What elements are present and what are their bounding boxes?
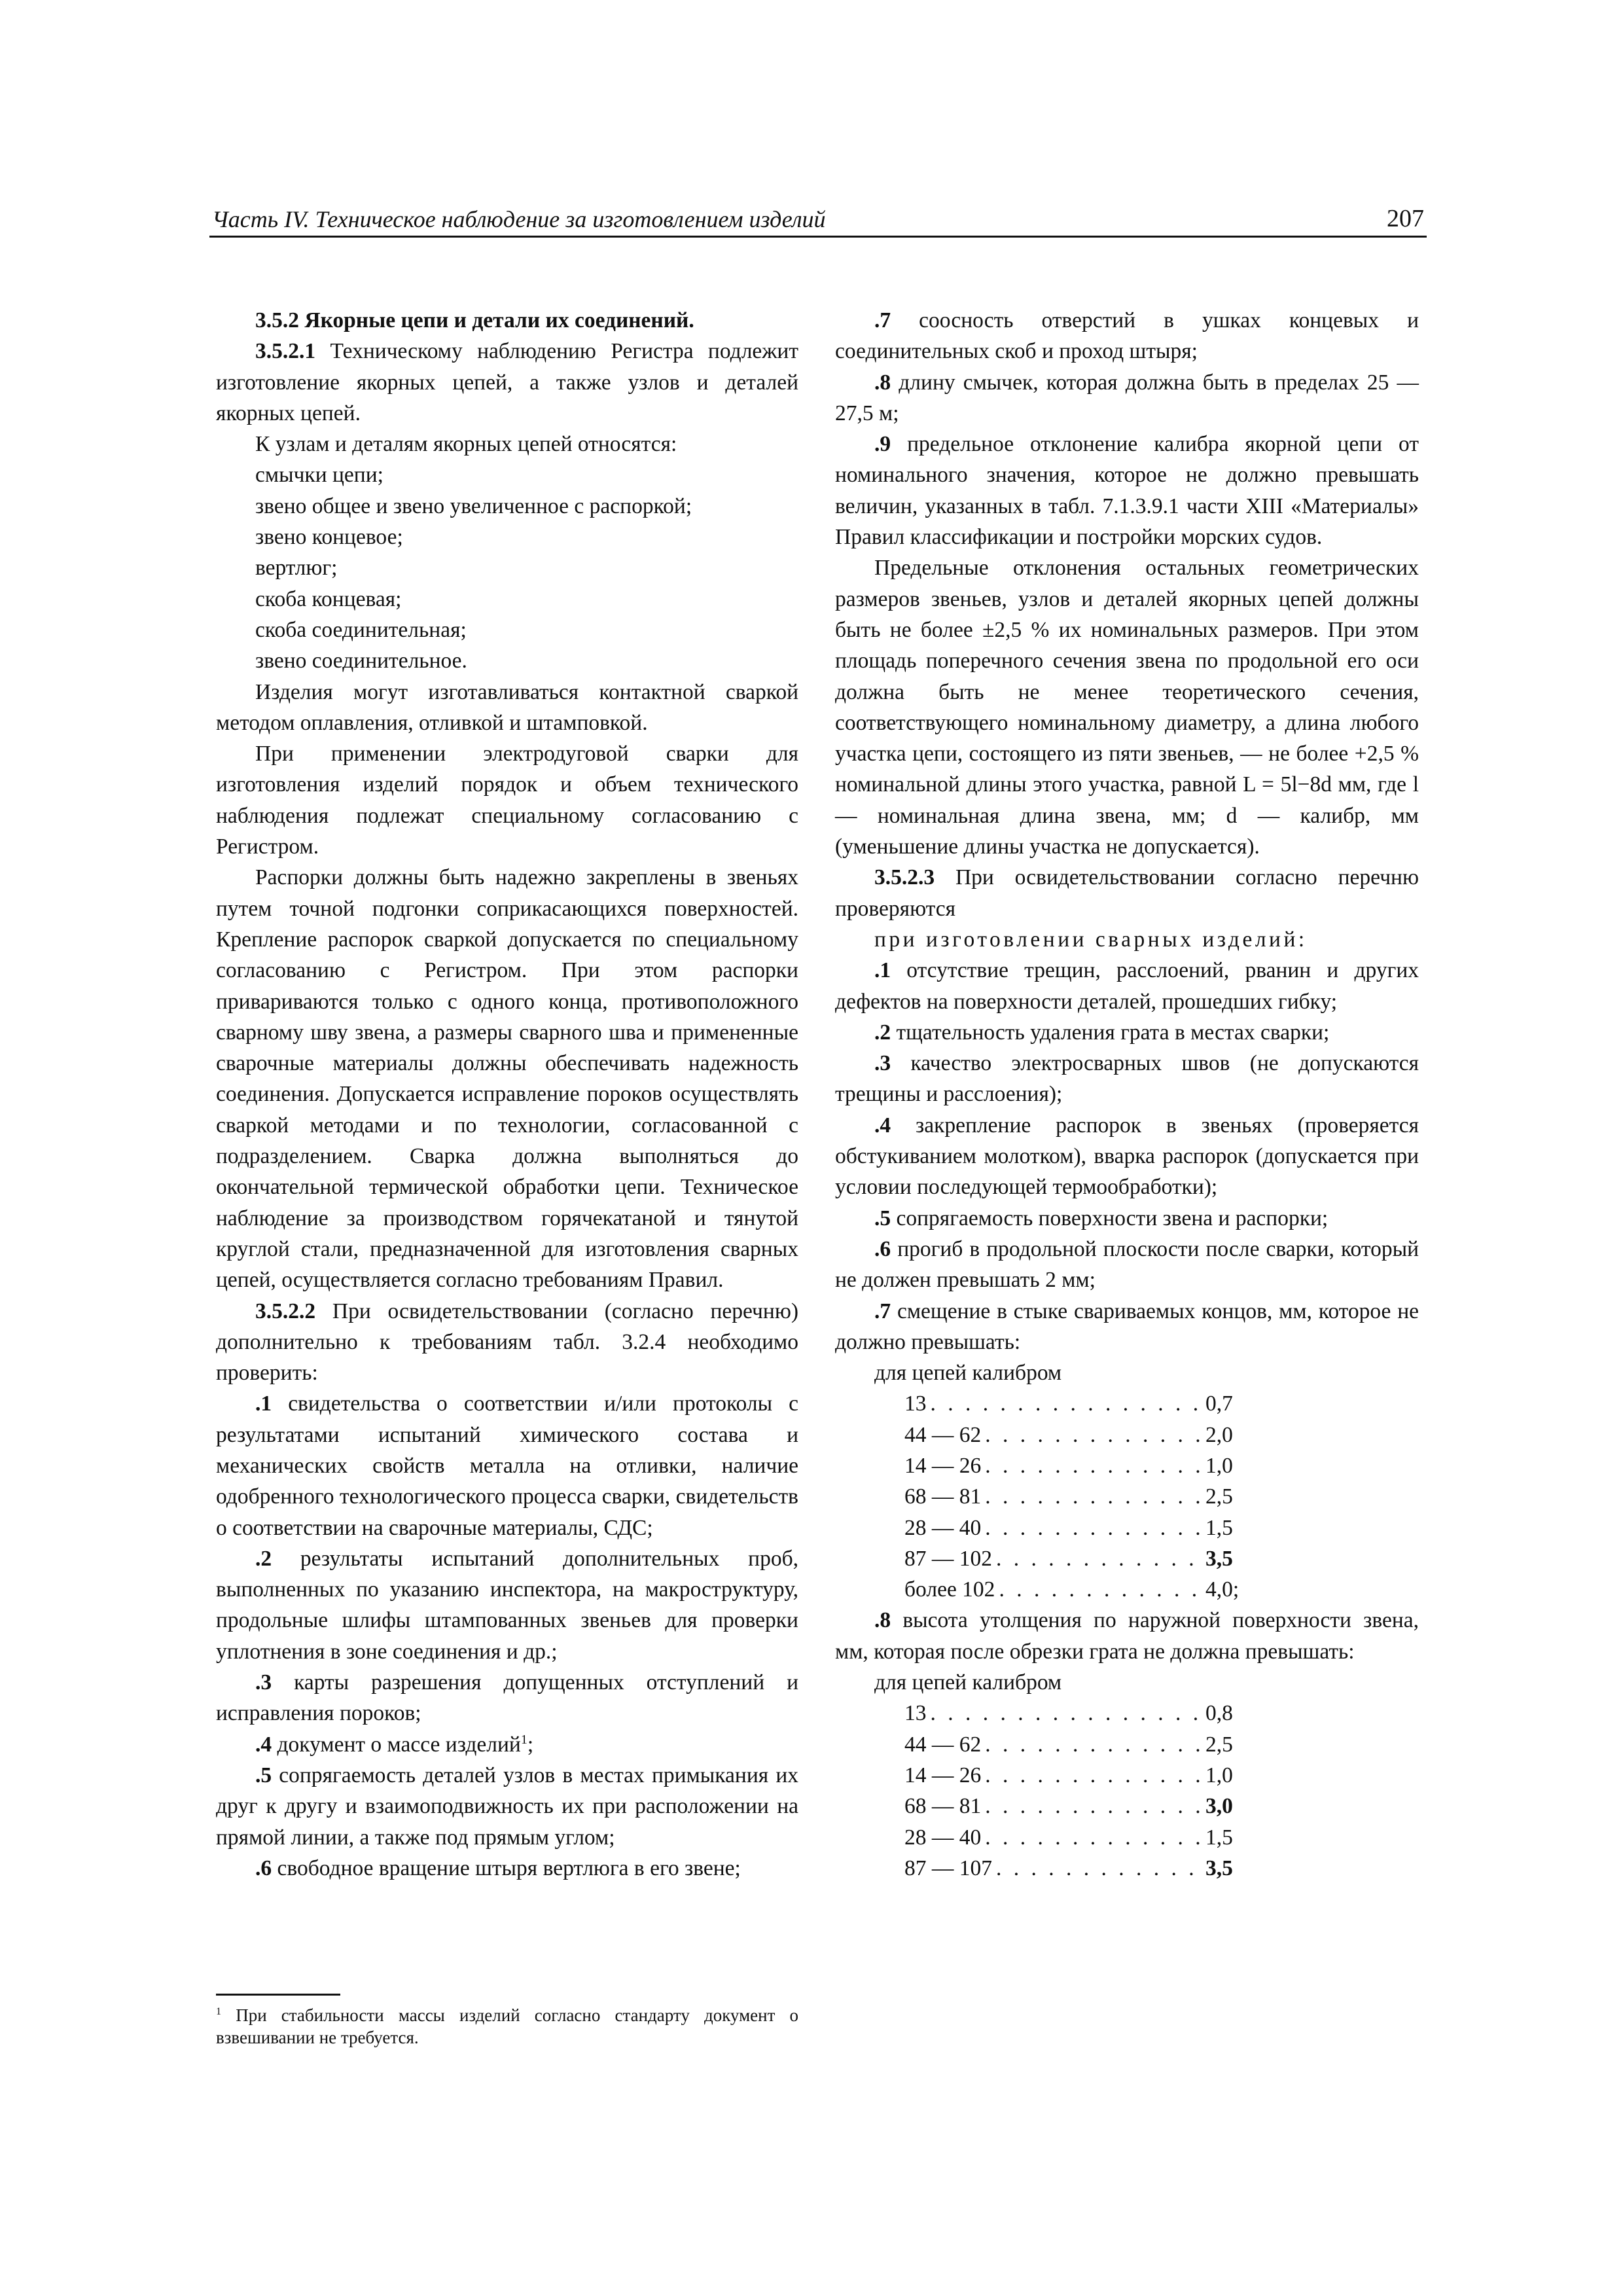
header-title: Часть IV. Техническое наблюдение за изготовлением изделий	[212, 206, 826, 232]
table-caption: для цепей калибром	[874, 1670, 1062, 1695]
item-text: карты разрешения допущенных отступлений и исправления пороков;	[216, 1670, 798, 1726]
numbered-item	[835, 367, 1419, 429]
item-number: .7	[874, 308, 891, 332]
numbered-item	[216, 1853, 798, 1884]
numbered-item	[835, 1296, 1419, 1358]
table-row	[904, 1822, 1245, 1853]
paragraph-text: При освидетельствовании (согласно перечню) дополнительно к требованиям табл. 3.2.4 необходимо проверить:	[216, 1299, 799, 1386]
list-item: скоба соединительная;	[255, 617, 467, 642]
tolerance-table-offset	[835, 1388, 1419, 1605]
caliber-range: 28 — 40	[904, 1825, 982, 1850]
item-number: .9	[874, 432, 891, 457]
paragraph	[216, 336, 798, 429]
caliber-range: 14 — 26	[904, 1763, 982, 1787]
item-text: результаты испытаний дополнительных проб, выполненных по указанию инспектора, на макроструктуру, продольные шлифы штампованных звеньев для проверки уплотнения в зоне соединения и др.;	[216, 1546, 799, 1664]
table-row	[904, 1574, 1245, 1605]
table-row	[904, 1760, 1245, 1791]
numbered-item	[835, 305, 1419, 367]
paragraph: Изделия могут изготавливаться контактной сваркой методом оплавления, отливкой и штамповкой.	[216, 679, 798, 735]
item-number: .4	[255, 1732, 272, 1757]
footnote-divider	[216, 1994, 340, 1996]
right-column	[835, 305, 1419, 1884]
tolerance-value: 4,0;	[1205, 1577, 1240, 1602]
caliber-range: 28 — 40	[904, 1515, 982, 1540]
leader-dots	[981, 1420, 1205, 1450]
tolerance-value: 1,0	[1205, 1763, 1233, 1787]
table-row	[904, 1388, 1245, 1419]
item-text: закрепление распорок в звеньях (проверяется обстукиванием молотком), вварка распорок (допускается при условии последующей термообработки);	[835, 1113, 1419, 1200]
item-number: .6	[255, 1856, 272, 1880]
item-text: документ о массе изделий	[277, 1732, 521, 1757]
leader-dots	[981, 1450, 1205, 1481]
item-text: сопрягаемость деталей узлов в местах примыкания их друг к другу и взаимоподвижность их при расположении на прямой линии, а также под прямым углом;	[216, 1763, 799, 1850]
item-text: отсутствие трещин, расслоений, рванин и других дефектов на поверхности деталей, прошедших гибку;	[835, 958, 1419, 1014]
item-text: свидетельства о соответствии и/или протоколы с результатами испытаний химического состава и механических свойств металла на отливки, наличие одобренного технологического процесса сварки, свидетельств о соответствии на сварочные материалы, СДС;	[216, 1391, 799, 1540]
table-row	[904, 1420, 1245, 1450]
numbered-item	[216, 1667, 798, 1729]
list-item: вертлюг;	[255, 556, 338, 581]
list-item: звено общее и звено увеличенное с распоркой;	[255, 493, 692, 518]
caliber-range: 13	[904, 1701, 927, 1726]
tolerance-value: 0,7	[1205, 1391, 1233, 1416]
item-text: высота утолщения по наружной поверхности звена, мм, которая после обрезки грата не должна превышать:	[835, 1608, 1419, 1664]
caliber-range: 87 — 107	[904, 1856, 992, 1880]
item-number: .3	[874, 1051, 891, 1076]
leader-dots	[927, 1698, 1206, 1729]
running-header	[209, 196, 1427, 238]
tolerance-value: 2,0	[1205, 1422, 1233, 1447]
table-row	[904, 1513, 1245, 1543]
footnote-mark: 1	[216, 2005, 222, 2017]
footnote-text: При стабильности массы изделий согласно стандарту документ о взвешивании не требуется.	[216, 2005, 799, 2047]
spaced-subheading: при изготовлении сварных изделий:	[874, 927, 1308, 952]
item-text: прогиб в продольной плоскости после сварки, который не должен превышать 2 мм;	[835, 1236, 1419, 1293]
item-text: тщательность удаления грата в местах сварки;	[896, 1020, 1330, 1045]
leader-dots	[981, 1822, 1205, 1853]
leader-dots	[981, 1729, 1205, 1760]
leader-dots	[981, 1791, 1205, 1821]
item-number: .8	[874, 1608, 891, 1633]
table-caption: для цепей калибром	[874, 1361, 1062, 1386]
numbered-item	[216, 1388, 798, 1543]
section-title: Якорные цепи и детали их соединений.	[304, 308, 694, 332]
table-row	[904, 1450, 1245, 1481]
item-text: смещение в стыке свариваемых концов, мм, которое не должно превышать:	[835, 1299, 1419, 1354]
numbered-item	[835, 1017, 1419, 1048]
list-intro: К узлам и деталям якорных цепей относятся:	[255, 432, 677, 457]
paragraph	[216, 1296, 798, 1389]
tolerance-value: 2,5	[1205, 1732, 1233, 1757]
leader-dots	[981, 1481, 1205, 1512]
table-row	[904, 1481, 1245, 1512]
tolerance-value: 1,5	[1205, 1515, 1233, 1540]
item-number: .1	[874, 958, 891, 983]
tolerance-table-height	[835, 1698, 1419, 1884]
numbered-item	[216, 1729, 798, 1760]
leader-dots	[927, 1388, 1206, 1419]
caliber-range: более 102	[904, 1577, 995, 1602]
section-number: 3.5.2.3	[874, 865, 935, 890]
caliber-range: 44 — 62	[904, 1422, 982, 1447]
tolerance-value: 3,5	[1205, 1856, 1233, 1880]
item-number: .2	[255, 1546, 272, 1571]
tolerance-value: 0,8	[1205, 1701, 1233, 1726]
footnote	[216, 2004, 798, 2049]
caliber-range: 13	[904, 1391, 927, 1416]
page-number: 207	[1387, 205, 1424, 232]
section-number: 3.5.2	[255, 308, 299, 332]
tolerance-value: 3,5	[1205, 1546, 1233, 1571]
caliber-range: 68 — 81	[904, 1794, 982, 1819]
section-number: 3.5.2.2	[255, 1299, 316, 1323]
section-heading	[216, 305, 798, 336]
item-text: соосность отверстий в ушках концевых и соединительных скоб и проход штыря;	[835, 308, 1419, 364]
leader-dots	[992, 1853, 1205, 1884]
numbered-item	[835, 1048, 1419, 1110]
table-row	[904, 1698, 1245, 1729]
section-number: 3.5.2.1	[255, 339, 316, 364]
list-item: звено концевое;	[255, 525, 403, 550]
leader-dots	[992, 1543, 1205, 1574]
footnote-ref: 1	[520, 1732, 527, 1747]
list-item: скоба концевая;	[255, 586, 402, 611]
numbered-item	[835, 1234, 1419, 1296]
item-number: .6	[874, 1236, 891, 1261]
numbered-item	[216, 1543, 798, 1667]
item-number: .7	[874, 1299, 891, 1323]
item-text: сопрягаемость поверхности звена и распорки;	[896, 1206, 1329, 1230]
paragraph-text: Техническому наблюдению Регистра подлежит изготовление якорных цепей, а также узлов и деталей якорных цепей.	[216, 339, 798, 425]
item-number: .8	[874, 370, 891, 395]
table-row	[904, 1729, 1245, 1760]
leader-dots	[981, 1513, 1205, 1543]
numbered-item	[835, 1110, 1419, 1203]
item-number: .3	[255, 1670, 272, 1695]
caliber-range: 87 — 102	[904, 1546, 992, 1571]
caliber-range: 44 — 62	[904, 1732, 982, 1757]
tolerance-value: 1,0	[1205, 1453, 1233, 1478]
paragraph	[835, 862, 1419, 924]
leader-dots	[995, 1574, 1205, 1605]
table-row	[904, 1791, 1245, 1821]
leader-dots	[981, 1760, 1205, 1791]
tolerance-value: 1,5	[1205, 1825, 1233, 1850]
item-number: .1	[255, 1391, 272, 1416]
paragraph: Распорки должны быть надежно закреплены в звеньях путем точной подгонки соприкасающихся поверхностей. Крепление распорок сваркой допускается по специальному согласованию с Регистром. При этом распорки привариваются только с одного конца, противоположного сварному шву звена, а размеры сварного шва и примененные сварочные материалы должны обеспечивать надежность соединения. Допускается исправление пороков осуществлять сваркой методами и по технологии, согласованной с подразделением. Сварка должна выполняться до окончательной термической обработки цепи. Техническое наблюдение за производством горячекатаной и тянутой круглой стали, предназначенной для изготовления сварных цепей, осуществляется согласно требованиям Правил.	[216, 865, 798, 1293]
table-row	[904, 1543, 1245, 1574]
paragraph: При применении электродуговой сварки для изготовления изделий порядок и объем технического наблюдения подлежат специальному согласованию с Регистром.	[216, 742, 798, 859]
numbered-item	[835, 1203, 1419, 1234]
table-row	[904, 1853, 1245, 1884]
item-number: .2	[874, 1020, 891, 1045]
item-text-end: ;	[527, 1732, 534, 1757]
paragraph-text: При освидетельствовании согласно перечню проверяются	[835, 865, 1419, 921]
item-text: предельное отклонение калибра якорной цепи от номинального значения, которое не должно превышать величин, указанных в табл. 7.1.3.9.1 части XIII «Материалы» Правил классификации и постройки морских судов.	[835, 432, 1419, 550]
numbered-item	[216, 1760, 798, 1853]
item-text: свободное вращение штыря вертлюга в его звене;	[277, 1856, 741, 1880]
caliber-range: 14 — 26	[904, 1453, 982, 1478]
item-text: качество электросварных швов (не допускаются трещины и расслоения);	[835, 1051, 1419, 1107]
item-number: .4	[874, 1113, 891, 1138]
paragraph: Предельные отклонения остальных геометрических размеров звеньев, узлов и деталей якорных цепей должны быть не более ±2,5 % их номинальных размеров. При этом площадь поперечного сечения звена по продольной его оси должна быть не менее теоретического сечения, соответствующего номинальному диаметру, а длина любого участка цепи, состоящего из пяти звеньев, — не более +2,5 % номинальной длины этого участка, равной L = 5l−8d мм, где l — номинальная длина звена, мм; d — калибр, мм (уменьшение длины участка не допускается).	[835, 556, 1419, 859]
tolerance-value: 2,5	[1205, 1484, 1233, 1509]
list-item: смычки цепи;	[255, 463, 383, 488]
left-column	[216, 305, 798, 1884]
tolerance-value: 3,0	[1205, 1794, 1233, 1819]
item-text: длину смычек, которая должна быть в пределах 25 — 27,5 м;	[835, 370, 1419, 425]
caliber-range: 68 — 81	[904, 1484, 982, 1509]
list-item: звено соединительное.	[255, 649, 467, 673]
numbered-item	[835, 1605, 1419, 1667]
item-number: .5	[255, 1763, 272, 1787]
numbered-item	[835, 955, 1419, 1017]
item-number: .5	[874, 1206, 891, 1230]
numbered-item	[835, 429, 1419, 552]
